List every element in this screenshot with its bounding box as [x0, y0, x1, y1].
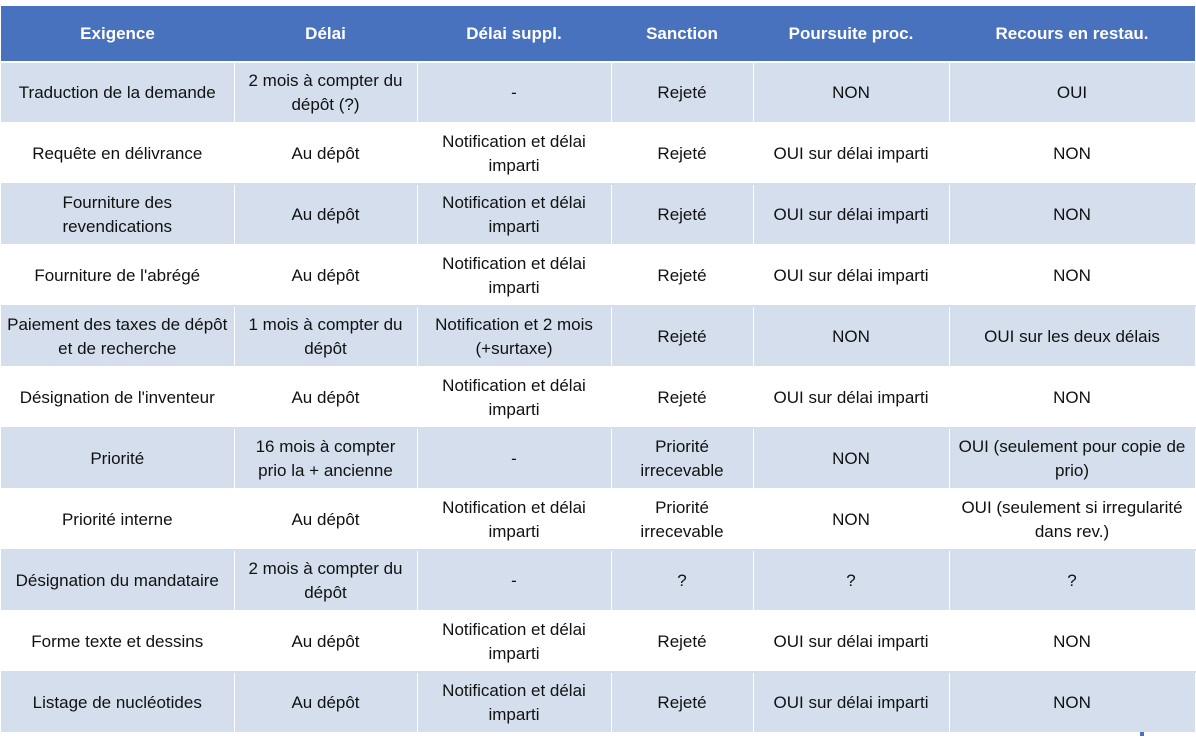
cell-delai: 2 mois à compter du dépôt	[234, 550, 417, 611]
cell-sanction: Rejeté	[611, 672, 753, 733]
cell-exigence: Fourniture de l'abrégé	[1, 245, 234, 306]
cell-poursuite-proc: NON	[753, 428, 949, 489]
cell-recours-restau: NON	[949, 123, 1195, 184]
cell-recours-restau: NON	[949, 184, 1195, 245]
cell-delai: Au dépôt	[234, 611, 417, 672]
cell-sanction: Rejeté	[611, 611, 753, 672]
cell-recours-restau: ?	[949, 550, 1195, 611]
cell-poursuite-proc: OUI sur délai imparti	[753, 367, 949, 428]
cell-sanction: Rejeté	[611, 245, 753, 306]
cell-poursuite-proc: ?	[753, 550, 949, 611]
cell-delai: 16 mois à compter prio la + ancienne	[234, 428, 417, 489]
cell-delai: Au dépôt	[234, 123, 417, 184]
table-row	[1, 611, 1195, 672]
resize-handle	[1140, 732, 1144, 736]
header-delai-suppl: Délai suppl.	[417, 6, 611, 62]
cell-delai-suppl: -	[417, 428, 611, 489]
table-row	[1, 428, 1195, 489]
cell-sanction: Priorité irrecevable	[611, 428, 753, 489]
cell-delai-suppl: Notification et délai imparti	[417, 184, 611, 245]
cell-poursuite-proc: OUI sur délai imparti	[753, 672, 949, 733]
cell-delai: 2 mois à compter du dépôt (?)	[234, 62, 417, 123]
table-header-row	[1, 6, 1195, 62]
cell-delai: Au dépôt	[234, 367, 417, 428]
cell-recours-restau: NON	[949, 367, 1195, 428]
header-exigence: Exigence	[1, 6, 234, 62]
cell-poursuite-proc: OUI sur délai imparti	[753, 611, 949, 672]
cell-exigence: Listage de nucléotides	[1, 672, 234, 733]
cell-sanction: Rejeté	[611, 184, 753, 245]
table-row	[1, 123, 1195, 184]
cell-delai-suppl: Notification et délai imparti	[417, 123, 611, 184]
cell-poursuite-proc: NON	[753, 489, 949, 550]
cell-poursuite-proc: NON	[753, 306, 949, 367]
cell-sanction: ?	[611, 550, 753, 611]
cell-delai-suppl: -	[417, 62, 611, 123]
cell-delai: Au dépôt	[234, 489, 417, 550]
cell-recours-restau: OUI sur les deux délais	[949, 306, 1195, 367]
cell-recours-restau: OUI (seulement pour copie de prio)	[949, 428, 1195, 489]
table-row	[1, 245, 1195, 306]
table-row	[1, 489, 1195, 550]
cell-exigence: Forme texte et dessins	[1, 611, 234, 672]
table-row	[1, 306, 1195, 367]
table-row	[1, 62, 1195, 123]
requirements-table	[1, 6, 1196, 734]
cell-poursuite-proc: OUI sur délai imparti	[753, 184, 949, 245]
cell-poursuite-proc: OUI sur délai imparti	[753, 123, 949, 184]
table-row	[1, 550, 1195, 611]
cell-sanction: Priorité irrecevable	[611, 489, 753, 550]
cell-exigence: Paiement des taxes de dépôt et de recherche	[1, 306, 234, 367]
cell-recours-restau: OUI	[949, 62, 1195, 123]
cell-delai-suppl: Notification et 2 mois (+surtaxe)	[417, 306, 611, 367]
cell-delai: Au dépôt	[234, 672, 417, 733]
cell-delai-suppl: Notification et délai imparti	[417, 245, 611, 306]
cell-exigence: Requête en délivrance	[1, 123, 234, 184]
cell-sanction: Rejeté	[611, 123, 753, 184]
cell-exigence: Priorité interne	[1, 489, 234, 550]
table-row	[1, 367, 1195, 428]
cell-recours-restau: OUI (seulement si irregularité dans rev.)	[949, 489, 1195, 550]
cell-delai-suppl: Notification et délai imparti	[417, 611, 611, 672]
cell-recours-restau: NON	[949, 611, 1195, 672]
cell-exigence: Traduction de la demande	[1, 62, 234, 123]
cell-exigence: Désignation du mandataire	[1, 550, 234, 611]
cell-sanction: Rejeté	[611, 367, 753, 428]
cell-delai-suppl: -	[417, 550, 611, 611]
cell-sanction: Rejeté	[611, 62, 753, 123]
cell-delai-suppl: Notification et délai imparti	[417, 367, 611, 428]
table-row	[1, 184, 1195, 245]
cell-exigence: Fourniture des revendications	[1, 184, 234, 245]
cell-poursuite-proc: OUI sur délai imparti	[753, 245, 949, 306]
cell-poursuite-proc: NON	[753, 62, 949, 123]
cell-delai: 1 mois à compter du dépôt	[234, 306, 417, 367]
table-row	[1, 672, 1195, 733]
cell-recours-restau: NON	[949, 245, 1195, 306]
cell-exigence: Priorité	[1, 428, 234, 489]
cell-delai: Au dépôt	[234, 245, 417, 306]
cell-delai: Au dépôt	[234, 184, 417, 245]
header-recours-restau: Recours en restau.	[949, 6, 1195, 62]
cell-delai-suppl: Notification et délai imparti	[417, 489, 611, 550]
header-delai: Délai	[234, 6, 417, 62]
cell-recours-restau: NON	[949, 672, 1195, 733]
header-sanction: Sanction	[611, 6, 753, 62]
header-poursuite-proc: Poursuite proc.	[753, 6, 949, 62]
cell-exigence: Désignation de l'inventeur	[1, 367, 234, 428]
cell-delai-suppl: Notification et délai imparti	[417, 672, 611, 733]
cell-sanction: Rejeté	[611, 306, 753, 367]
